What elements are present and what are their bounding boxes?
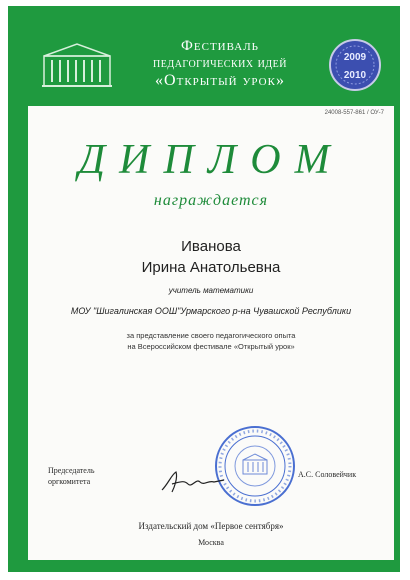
awarded-caption: награждается (153, 192, 269, 209)
building-logo-icon (42, 42, 112, 88)
chair-title-line1: Председатель (48, 466, 95, 475)
festival-title-line1: Фестиваль (181, 38, 259, 54)
signer-name: А.С. Соловейчик (298, 470, 357, 479)
reason-line2: на Всероссийском фестивале «Открытый урок» (127, 342, 295, 351)
handwritten-signature (158, 466, 228, 496)
diploma-title: ДИПЛОМ (78, 137, 344, 183)
recipient-school: МОУ "Шигалинская ООШ"Урмарского р-на Чувашской Республики (70, 306, 352, 316)
green-frame (8, 6, 400, 572)
year-seal-icon (328, 36, 382, 94)
recipient-surname: Иванова (181, 238, 241, 255)
publisher-name: Издательский дом «Первое сентября» (138, 521, 284, 531)
recipient-position: учитель математики (168, 286, 254, 295)
publisher-city: Москва (198, 538, 224, 547)
document-code: 24008-557-861 / ОУ-7 (324, 110, 384, 116)
header-band (28, 26, 394, 106)
chair-title-line2: оргкомитета (48, 477, 91, 486)
diploma-sheet (28, 26, 394, 560)
seal-year-top: 2009 (343, 52, 367, 63)
seal-year-bottom: 2010 (343, 70, 367, 81)
reason-line1: за представление своего педагогического опыта (126, 331, 296, 340)
festival-title-line3: «Открытый урок» (155, 72, 285, 89)
festival-title-line2: педагогических идей (153, 56, 287, 71)
recipient-given-name: Ирина Анатольевна (141, 259, 281, 276)
